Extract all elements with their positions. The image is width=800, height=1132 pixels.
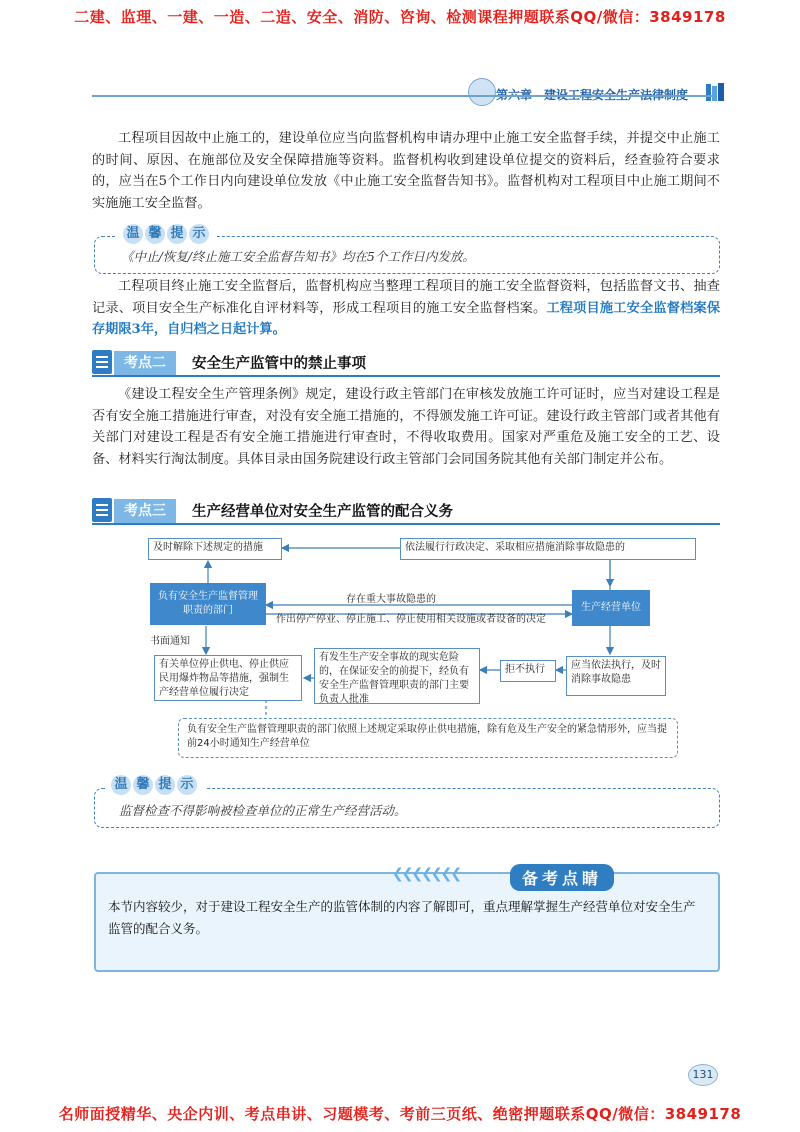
summary-text: 本节内容较少，对于建设工程安全生产的监管体制的内容了解即可，重点理解掌握生产经营单位对安全生产监管的配合义务。	[108, 899, 696, 936]
section-tag-2: 考点二	[114, 351, 176, 375]
flow-box-comply: 依法履行行政决定、采取相应措施消除事故隐患的	[400, 538, 696, 560]
flow-box-execute: 应当依法执行，及时消除事故隐患	[566, 656, 666, 696]
bottom-banner: 名师面授精华、央企内训、考点串讲、习题模考、考前三页纸、绝密押题联系QQ/微信：3849178	[58, 1105, 742, 1123]
section-title-3: 生产经营单位对安全生产监管的配合义务	[192, 504, 453, 520]
tip-label-2: 温 馨 提 示	[105, 775, 205, 795]
tip-label-1: 温 馨 提 示	[117, 224, 217, 244]
flow-box-imminent-danger: 有发生生产安全事故的现实危险的，在保证安全的前提下，经负有安全生产监督管理职责的部门主要负责人批准	[314, 648, 480, 704]
flow-box-business-unit: 生产经营单位	[572, 590, 650, 626]
flow-box-refuse: 拒不执行	[500, 660, 556, 682]
arrows-decoration: ❮❮❮❮❮❮❮	[392, 866, 461, 882]
section-tag-3: 考点三	[114, 499, 176, 523]
paragraph-archive: 工程项目终止施工安全监督后，监督机构应当整理工程项目的施工安全监督资料，包括监督文书、抽查记录、项目安全生产标准化自评材料等，形成工程项目的施工安全监督档案。工程项目施工安全监督档案保存期限3年，自归档之日起计算。	[92, 279, 721, 337]
paragraph-prohibitions: 《建设工程安全生产管理条例》规定，建设行政主管部门在审核发放施工许可证时，应当对建设工程是否有安全施工措施进行审查，对没有安全施工措施的，不得颁发施工许可证。建设行政主管部门或者其他有关部门对建设工程是否有安全施工措施进行审查时，不得收取费用。国家对严重危及施工安全的工艺、设备、材料实行淘汰制度。具体目录由国务院建设行政主管部门会同国务院其他有关部门制定并公布。	[92, 387, 720, 467]
flow-label-notice: 书面通知	[150, 636, 190, 647]
flow-box-remove-measures: 及时解除下述规定的措施	[148, 538, 282, 560]
flow-label-order: 作出停产停业、停止施工、停止使用相关设施或者设备的决定	[276, 614, 546, 625]
top-banner: 二建、监理、一建、一造、二造、安全、消防、咨询、检测课程押题联系QQ/微信：3849178	[74, 8, 726, 26]
section-title-2: 安全生产监管中的禁止事项	[192, 356, 366, 372]
flow-box-supervising-dept: 负有安全生产监督管理职责的部门	[150, 583, 266, 625]
tip-text-2: 监督检查不得影响被检查单位的正常生产经营活动。	[119, 803, 407, 818]
flow-label-hazard: 存在重大事故隐患的	[346, 594, 436, 605]
summary-box	[94, 872, 720, 972]
summary-title: 备考点睛	[510, 864, 614, 891]
page-number: 131	[688, 1064, 718, 1086]
tip-box-2	[94, 777, 720, 828]
flow-box-24h-notice: 负有安全生产监督管理职责的部门依照上述规定采取停止供电措施，除有危及生产安全的紧急情形外，应当提前24小时通知生产经营单位	[178, 718, 678, 758]
flow-box-cut-power: 有关单位停止供电、停止供应民用爆炸物品等措施，强制生产经营单位履行决定	[154, 655, 302, 701]
paragraph-suspend: 工程项目因故中止施工的，建设单位应当向监督机构申请办理中止施工安全监督手续，并提交中止施工的时间、原因、在施部位及安全保障措施等资料。监督机构收到建设单位提交的资料后，经查验符合要求的，应当在5个工作日内向建设单位发放《中止施工安全监督告知书》。监督机构对工程项目中止施工期间不实施施工安全监督。	[92, 131, 720, 211]
tip-text-1: 《中止/恢复/终止施工安全监督告知书》均在5个工作日内发放。	[121, 249, 475, 264]
archive-highlight: 工程项目施工安全监督档案保存期限3年，自归档之日起计算。	[92, 300, 721, 337]
